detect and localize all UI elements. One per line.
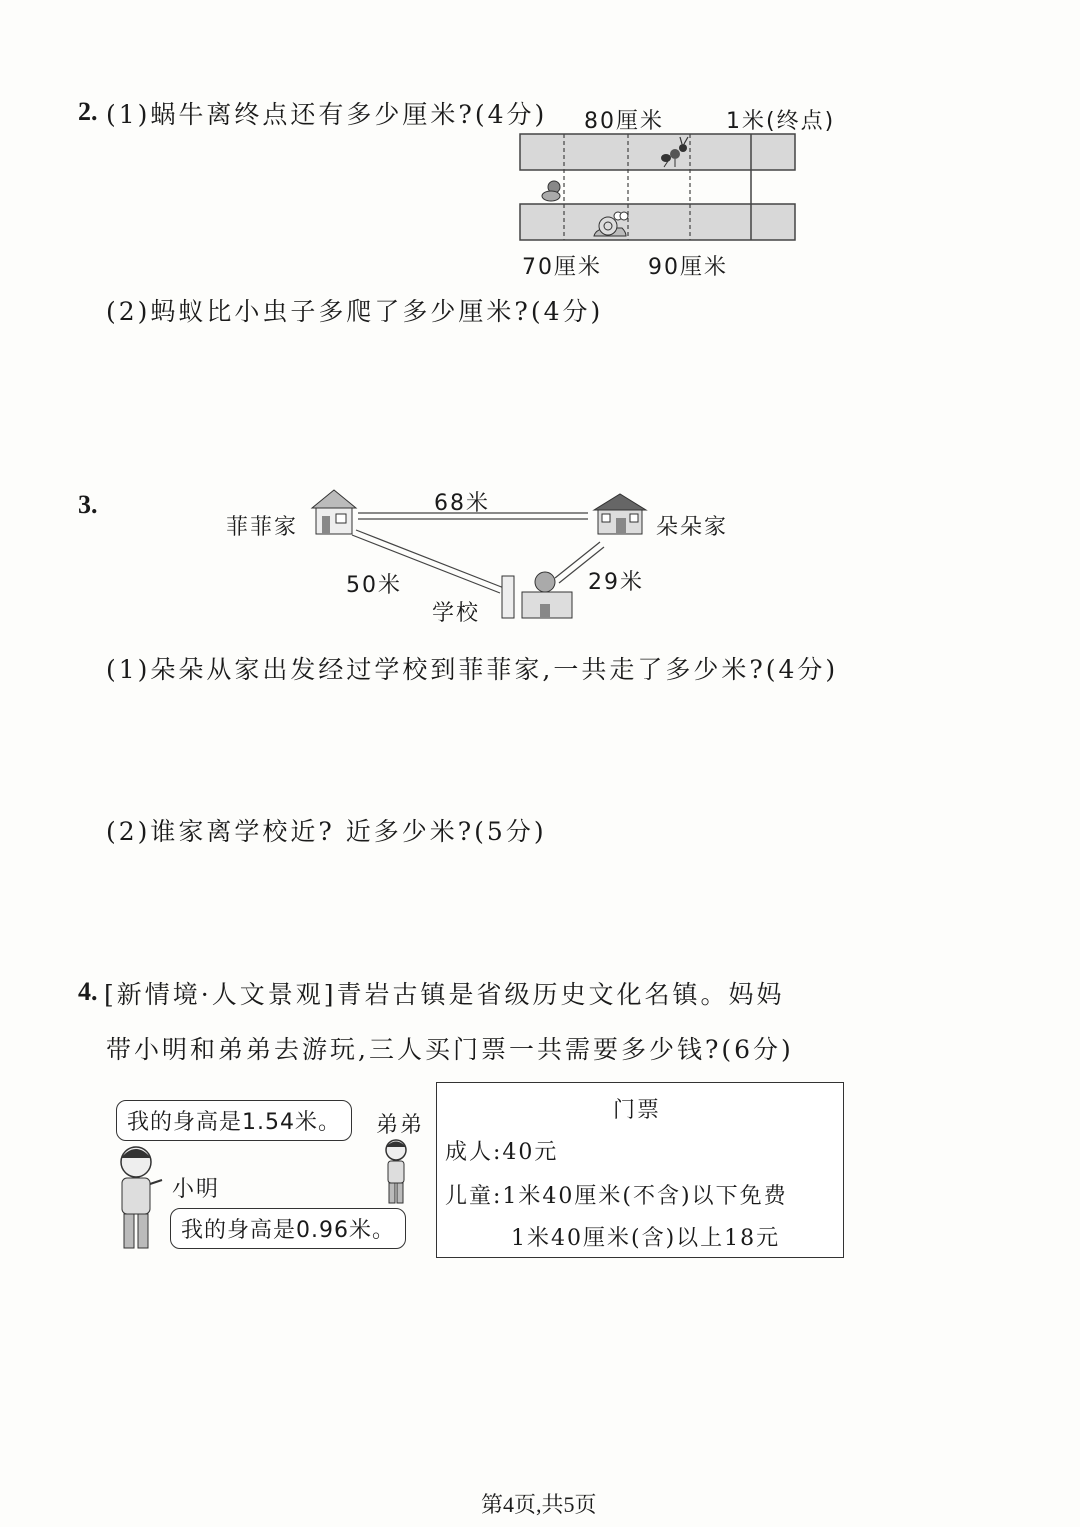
q2-part2: (2)蚂蚁比小虫子多爬了多少厘米?(4分) <box>106 297 604 326</box>
top-lane <box>520 134 795 170</box>
ticket-child-free: 儿童:1米40厘米(不含)以下免费 <box>445 1184 788 1209</box>
ticket-adult-price: 成人:40元 <box>445 1140 559 1165</box>
bug-icon <box>542 181 560 201</box>
distance-right-label: 29米 <box>588 570 644 595</box>
q4-line2: 带小明和弟弟去游玩,三人买门票一共需要多少钱?(6分) <box>106 1035 794 1064</box>
didi-name-label: 弟弟 <box>376 1113 425 1138</box>
distance-left-label: 50米 <box>346 573 402 598</box>
xiaoming-speech-bubble: 我的身高是1.54米。 <box>116 1100 352 1141</box>
q3-number: 3. <box>78 490 98 519</box>
q4-number: 4. <box>78 977 98 1006</box>
feifei-house-icon <box>312 490 356 534</box>
q2-part1: (1)蜗牛离终点还有多少厘米?(4分) <box>106 100 548 129</box>
ticket-child-price: 1米40厘米(含)以上18元 <box>511 1226 781 1251</box>
track-label-70cm: 70厘米 <box>522 255 602 280</box>
race-track-figure <box>518 132 798 246</box>
ticket-price-box <box>436 1082 844 1258</box>
page-footer: 第4页,共5页 <box>481 1492 597 1517</box>
distance-top-label: 68米 <box>434 491 490 516</box>
track-label-90cm: 90厘米 <box>648 255 728 280</box>
track-label-80cm: 80厘米 <box>584 109 664 134</box>
xiaoming-boy-icon <box>121 1147 162 1248</box>
school-label: 学校 <box>432 601 481 626</box>
feifei-home-label: 菲菲家 <box>226 515 299 540</box>
ticket-title: 门票 <box>613 1098 662 1123</box>
xiaoming-name-label: 小明 <box>172 1177 221 1202</box>
duoduo-house-icon <box>594 494 646 534</box>
didi-figure <box>378 1136 414 1208</box>
school-icon <box>502 572 572 618</box>
q3-part2: (2)谁家离学校近? 近多少米?(5分) <box>106 817 547 846</box>
bottom-lane <box>520 204 795 240</box>
track-label-finish: 1米(终点) <box>726 109 836 134</box>
q2-number: 2. <box>78 97 98 126</box>
xiaoming-figure <box>104 1140 170 1254</box>
q4-line1: [新情境·人文景观]青岩古镇是省级历史文化名镇。妈妈 <box>104 980 785 1009</box>
didi-boy-icon <box>386 1140 406 1203</box>
didi-speech-bubble: 我的身高是0.96米。 <box>170 1208 406 1249</box>
q3-part1: (1)朵朵从家出发经过学校到菲菲家,一共走了多少米?(4分) <box>106 655 839 684</box>
duoduo-home-label: 朵朵家 <box>656 515 729 540</box>
